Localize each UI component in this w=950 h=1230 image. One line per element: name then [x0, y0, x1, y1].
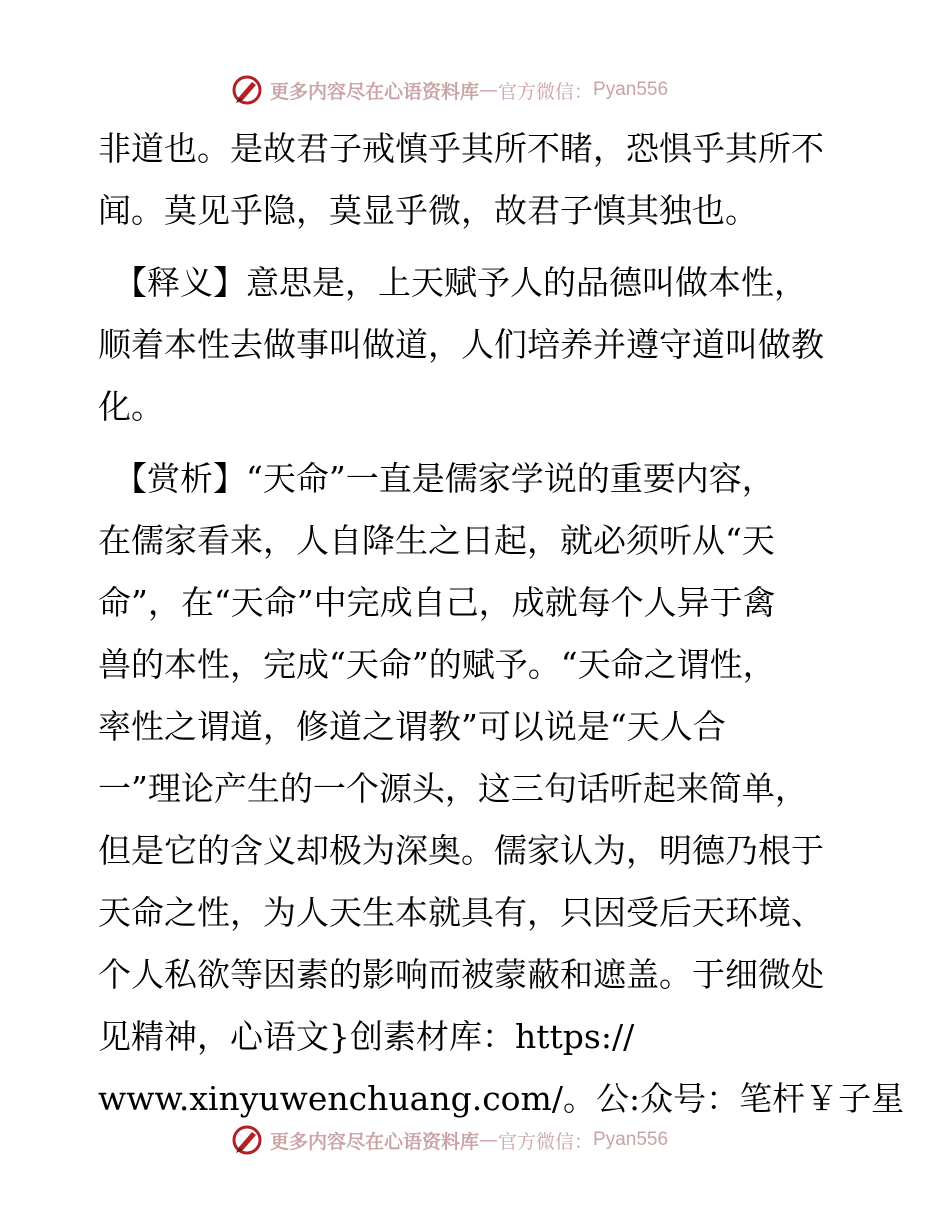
footer-site-text: 更多内容尽在心语资料库 — [270, 1130, 480, 1153]
document-body — [98, 118, 905, 1130]
footer-wechat-label: 官方微信： — [498, 1130, 594, 1153]
text-line: 见精神，心语文}创素材库：https:// — [98, 1017, 635, 1056]
text-line: 但是它的含义却极为深奥。儒家认为，明德乃根于 — [98, 831, 824, 870]
text-line: www.xinyuwenchuang.com/。公:众号：笔杆￥子星 — [98, 1079, 905, 1118]
pen-logo-icon — [230, 73, 264, 107]
header-separator: — — [479, 79, 499, 101]
header-site-text: 更多内容尽在心语资料库 — [270, 80, 480, 103]
text-line: 闻。莫见乎隐，莫显乎微，故君子慎其独也。 — [98, 191, 758, 230]
paragraph-1 — [98, 118, 858, 242]
text-line: 个人私欲等因素的影响而被蒙蔽和遮盖。于细微处 — [98, 955, 824, 994]
footer-wechat-id: Pyan556 — [593, 1129, 669, 1150]
text-line: 【释义】意思是，上天赋予人的品德叫做本性， — [114, 263, 807, 302]
text-line: 【赏析】“天命”一直是儒家学说的重要内容， — [114, 459, 775, 498]
paragraph-2 — [98, 252, 858, 438]
text-line: 率性之谓道，修道之谓教”可以说是“天人合 — [98, 707, 726, 746]
footer-banner — [230, 1120, 750, 1160]
text-line: 顺着本性去做事叫做道，人们培养并遵守道叫做教 — [98, 325, 824, 364]
text-line: 在儒家看来，人自降生之日起，就必须听从“天 — [98, 521, 775, 560]
header-wechat-label: 官方微信： — [498, 80, 594, 103]
text-line: 命”，在“天命”中完成自己，成就每个人异于禽 — [98, 583, 776, 622]
text-line: 兽的本性，完成“天命”的赋予。“天命之谓性， — [98, 645, 776, 684]
text-line: 化。 — [98, 387, 164, 426]
text-line: 非道也。是故君子戒慎乎其所不睹，恐惧乎其所不 — [98, 129, 824, 168]
header-banner — [230, 70, 750, 110]
paragraph-3 — [98, 448, 905, 1130]
text-line: 一”理论产生的一个源头，这三句话听起来简单， — [98, 769, 808, 808]
footer-separator: — — [479, 1129, 499, 1151]
text-line: 天命之性，为人天生本就具有，只因受后天环境、 — [98, 893, 824, 932]
header-wechat-id: Pyan556 — [593, 79, 669, 100]
pen-logo-icon — [230, 1123, 264, 1157]
